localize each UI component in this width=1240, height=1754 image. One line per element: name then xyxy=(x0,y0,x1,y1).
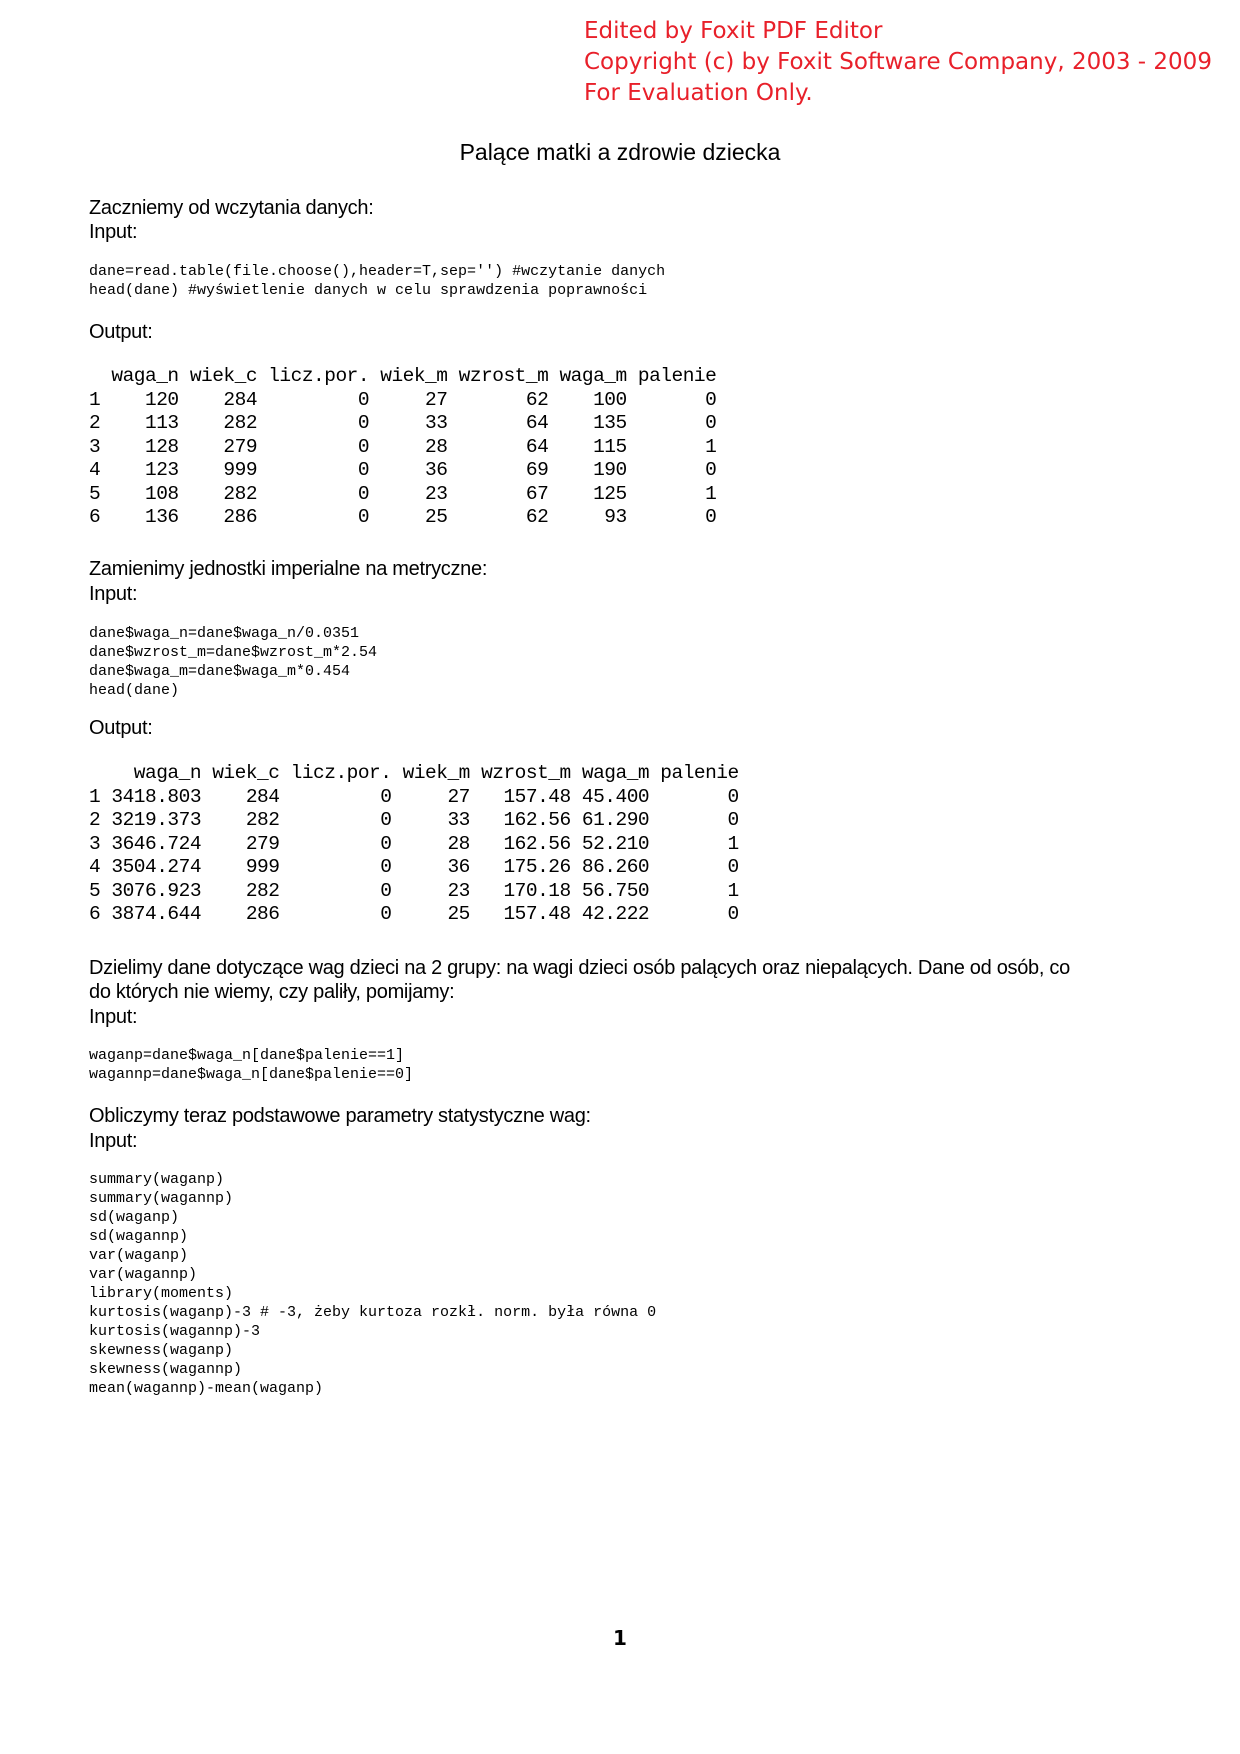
section-3-code: waganp=dane$waga_n[dane$palenie==1] wagannp=dane$waga_n[dane$palenie==0] xyxy=(89,1047,414,1083)
section-1-intro: Zaczniemy od wczytania danych: xyxy=(89,197,374,219)
section-1-code: dane=read.table(file.choose(),header=T,sep='') #wczytanie danych head(dane) #wyświetlenie danych w celu sprawdzenia poprawności xyxy=(89,263,666,299)
section-1-input-label: Input: xyxy=(89,221,138,243)
section-1-output-label: Output: xyxy=(89,321,153,343)
section-3-intro-line-2: do których nie wiemy, czy paliły, pomijamy: xyxy=(89,981,455,1003)
page-title: Palące matki a zdrowie dziecka xyxy=(459,139,781,165)
section-2-code: dane$waga_n=dane$waga_n/0.0351 dane$wzrost_m=dane$wzrost_m*2.54 dane$waga_m=dane$waga_m*0.454 head(dane) xyxy=(89,625,378,699)
watermark-line: Copyright (c) by Foxit Software Company, 2003 - 2009 xyxy=(584,49,1212,75)
section-2-output-table: waga_n wiek_c licz.por. wiek_m wzrost_m waga_m palenie 1 3418.803 284 0 27 157.48 45.400 0 2 3219.373 282 0 33 162.56 61.290 0 3 3646.724 279 0 28 162.56 52.210 1 4 3504.274 999 0 36 175.26 86.260 0 5 3076.923 282 0 23 170.18 56.750 1 6 3874.644 286 0 25 157.48 42.222 0 xyxy=(89,762,739,925)
watermark-line: Edited by Foxit PDF Editor xyxy=(584,18,883,44)
section-2-intro: Zamienimy jednostki imperialne na metryczne: xyxy=(89,558,488,580)
foxit-watermark xyxy=(584,16,1212,109)
section-3-input-label: Input: xyxy=(89,1006,138,1028)
section-1-output-table: waga_n wiek_c licz.por. wiek_m wzrost_m waga_m palenie 1 120 284 0 27 62 100 0 2 113 282 0 33 64 135 0 3 128 279 0 28 64 115 1 4 123 999 0 36 69 190 0 5 108 282 0 23 67 125 1 6 136 286 0 25 62 93 0 xyxy=(89,365,717,528)
section-2-input-label: Input: xyxy=(89,583,138,605)
watermark-line: For Evaluation Only. xyxy=(584,80,813,106)
section-3-intro-line-1: Dzielimy dane dotyczące wag dzieci na 2 grupy: na wagi dzieci osób palących oraz niepalących. Dane od osób, co xyxy=(89,957,1070,979)
section-4-input-label: Input: xyxy=(89,1130,138,1152)
section-4-code: summary(waganp) summary(wagannp) sd(waganp) sd(wagannp) var(waganp) var(wagannp) library(moments) kurtosis(waganp)-3 # -3, żeby kurtoza rozkł. norm. była równa 0 kurtosis(wagannp)-3 skewness(waganp) skewness(wagannp) mean(wagannp)-mean(waganp) xyxy=(89,1171,657,1397)
section-2-output-label: Output: xyxy=(89,717,153,739)
page-number: 1 xyxy=(613,1626,627,1650)
section-4-intro: Obliczymy teraz podstawowe parametry statystyczne wag: xyxy=(89,1105,591,1127)
